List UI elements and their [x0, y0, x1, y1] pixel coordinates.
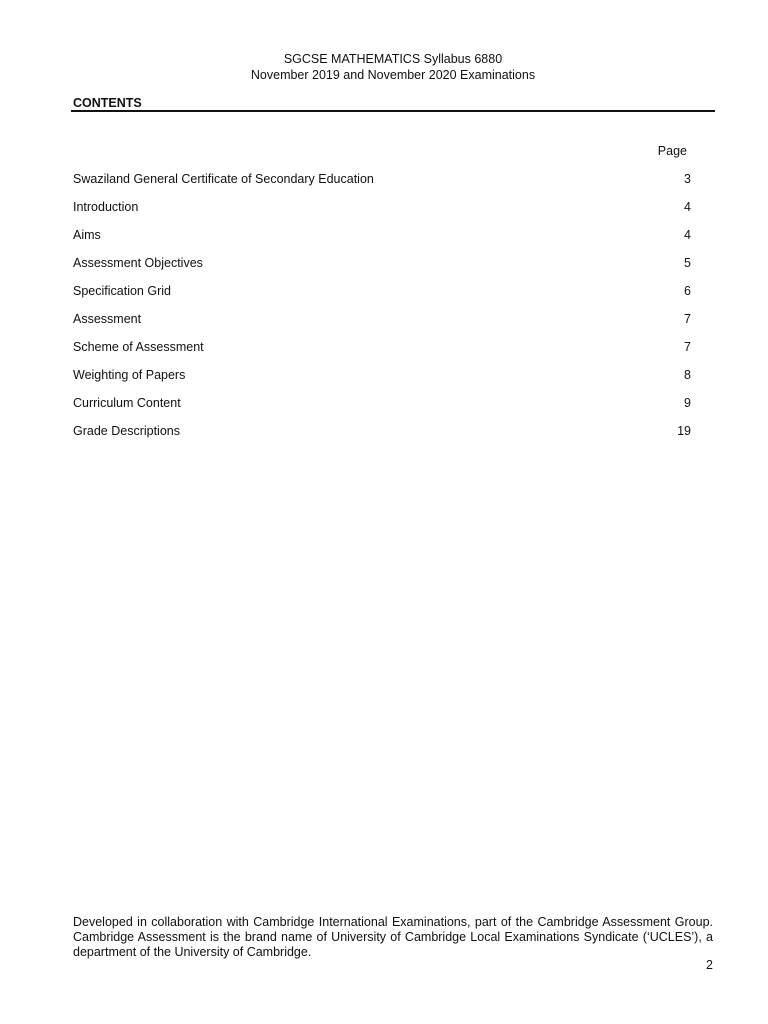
toc-entry — [73, 200, 693, 228]
toc-entry-title: Assessment Objectives — [73, 256, 203, 270]
footer-note: Developed in collaboration with Cambridge International Examinations, part of the Cambridge Assessment Group. Cambridge Assessment is the brand name of University of Cambridge Local Examinations Syndicate (‘UCLES’), a department of the University of Cambridge. — [73, 915, 713, 959]
toc-entry-title: Introduction — [73, 200, 139, 214]
toc-entry-title: Assessment — [73, 312, 142, 326]
examination-session: November 2019 and November 2020 Examinations — [250, 68, 536, 82]
syllabus-title: SGCSE MATHEMATICS Syllabus 6880 — [283, 52, 503, 66]
toc-entry — [73, 368, 693, 396]
toc-entry — [73, 312, 693, 340]
toc-entry-page: 6 — [684, 284, 691, 298]
toc-entry-title: Weighting of Papers — [73, 368, 186, 382]
toc-entry — [73, 340, 693, 368]
toc-entry — [73, 172, 693, 200]
toc-entry-title: Scheme of Assessment — [73, 340, 204, 354]
document-header — [0, 51, 768, 83]
toc-entry-page: 9 — [684, 396, 691, 410]
toc-entry-title: Grade Descriptions — [73, 424, 180, 438]
heading-divider — [71, 110, 715, 112]
toc-entry — [73, 424, 693, 452]
toc-entry — [73, 228, 693, 256]
page-column-label: Page — [657, 144, 687, 158]
toc-entry — [73, 396, 693, 424]
toc-entry-page: 19 — [677, 424, 691, 438]
contents-heading: CONTENTS — [73, 96, 142, 110]
toc-entry-title: Swaziland General Certificate of Secondary Education — [73, 172, 374, 186]
toc-entry-title: Curriculum Content — [73, 396, 181, 410]
toc-entry-title: Aims — [73, 228, 101, 242]
page-number: 2 — [706, 958, 713, 972]
toc-entry-page: 4 — [684, 200, 691, 214]
toc-entry-page: 7 — [684, 340, 691, 354]
toc-entry — [73, 256, 693, 284]
toc-entry-page: 3 — [684, 172, 691, 186]
table-of-contents — [73, 172, 693, 452]
toc-entry-page: 5 — [684, 256, 691, 270]
toc-entry-page: 7 — [684, 312, 691, 326]
toc-entry-title: Specification Grid — [73, 284, 171, 298]
toc-entry-page: 4 — [684, 228, 691, 242]
toc-entry — [73, 284, 693, 312]
toc-entry-page: 8 — [684, 368, 691, 382]
